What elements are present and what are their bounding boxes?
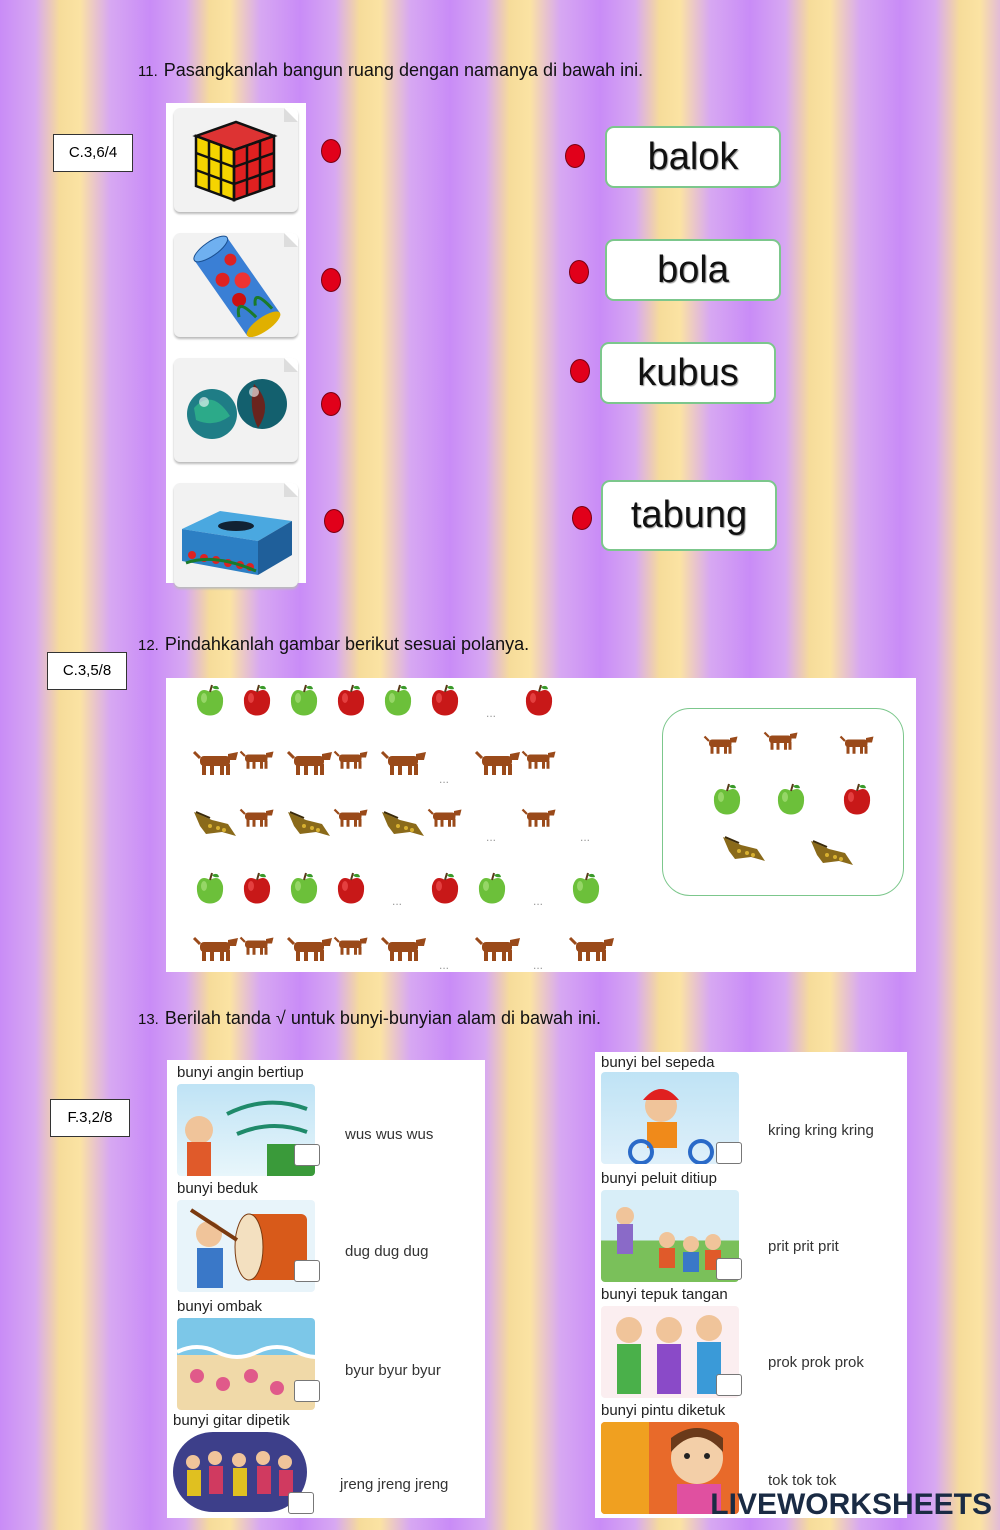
checkbox-whistle[interactable]	[716, 1258, 742, 1280]
green-apple-icon	[474, 870, 510, 911]
red-apple-icon	[333, 870, 369, 911]
draggable-croc-icon[interactable]	[809, 835, 855, 876]
liveworksheets-logo[interactable]: LIVEWORKSHEETS	[710, 1488, 992, 1521]
word-kubus[interactable]: kubus	[600, 342, 776, 404]
marbles-icon	[174, 358, 298, 462]
dog-big-icon	[192, 934, 240, 967]
q11-card-cylinder	[174, 233, 298, 337]
sound-label: bunyi peluit ditiup	[601, 1170, 717, 1187]
green-apple-icon	[192, 682, 228, 723]
dog-small-icon	[427, 806, 463, 833]
cylinder-can-icon	[174, 233, 298, 337]
dog-small-icon	[239, 934, 275, 961]
green-apple-icon	[380, 682, 416, 723]
dog-small-icon	[333, 748, 369, 775]
green-apple-icon	[192, 870, 228, 911]
dog-big-icon	[474, 748, 522, 781]
word-balok[interactable]: balok	[605, 126, 781, 188]
pattern-rows	[166, 678, 636, 972]
red-apple-icon	[239, 870, 275, 911]
sound-text: dug dug dug	[345, 1243, 429, 1260]
sound-text: prok prok prok	[768, 1354, 864, 1371]
pattern-blank-slot[interactable]: ...	[580, 830, 591, 844]
pattern-blank-slot[interactable]: ...	[533, 958, 544, 972]
sound-label: bunyi ombak	[177, 1298, 263, 1315]
checkbox-clap[interactable]	[716, 1374, 742, 1396]
left-dot-1[interactable]	[321, 139, 341, 163]
pattern-blank-slot[interactable]: ...	[486, 706, 497, 720]
sound-label: bunyi angin bertiup	[177, 1064, 304, 1081]
q13-title: 13. Berilah tanda √ untuk bunyi-bunyian alam di bawah ini.	[138, 1008, 602, 1028]
left-dot-2[interactable]	[321, 268, 341, 292]
q13-code: F.3,2/8	[50, 1099, 130, 1137]
guitar-icon	[173, 1432, 307, 1512]
checkbox-guitar[interactable]	[288, 1492, 314, 1514]
q12-pattern-panel	[166, 678, 916, 972]
right-dot-1[interactable]	[565, 144, 585, 168]
draggable-green-apple-icon[interactable]	[773, 781, 809, 822]
red-apple-icon	[333, 682, 369, 723]
dog-small-icon	[239, 806, 275, 833]
sound-text: kring kring kring	[768, 1122, 874, 1139]
right-dot-4[interactable]	[572, 506, 592, 530]
dog-small-icon	[333, 934, 369, 961]
draggable-dog-small-icon[interactable]	[839, 733, 875, 760]
checkbox-wind[interactable]	[294, 1144, 320, 1166]
sound-text: tok tok tok	[768, 1472, 837, 1489]
rubik-cube-icon	[174, 108, 298, 212]
q11-title: 11. Pasangkanlah bangun ruang dengan namanya di bawah ini.	[138, 60, 644, 80]
green-apple-icon	[286, 870, 322, 911]
q12-code: C.3,5/8	[47, 652, 127, 690]
checkbox-drum[interactable]	[294, 1260, 320, 1282]
q11-card-box	[174, 483, 298, 587]
dog-big-icon	[286, 748, 334, 781]
sound-label: bunyi beduk	[177, 1180, 258, 1197]
word-bola[interactable]: bola	[605, 239, 781, 301]
dog-big-icon	[568, 934, 616, 967]
checkbox-bell[interactable]	[716, 1142, 742, 1164]
pattern-blank-slot[interactable]: ...	[486, 830, 497, 844]
guitar-picture	[173, 1432, 307, 1512]
dog-small-icon	[521, 748, 557, 775]
draggable-dog-small-icon[interactable]	[703, 733, 739, 760]
pattern-blank-slot[interactable]: ...	[439, 958, 450, 972]
draggable-dog-small-icon[interactable]	[763, 729, 799, 756]
q11-card-marbles	[174, 358, 298, 462]
q12-title: 12. Pindahkanlah gambar berikut sesuai polanya.	[138, 634, 530, 654]
q13-left-panel	[167, 1060, 485, 1518]
checkbox-wave[interactable]	[294, 1380, 320, 1402]
green-apple-icon	[286, 682, 322, 723]
draggable-croc-icon[interactable]	[721, 831, 767, 872]
sound-label: bunyi tepuk tangan	[601, 1286, 728, 1303]
sound-text: jreng jreng jreng	[340, 1476, 449, 1493]
dog-big-icon	[192, 748, 240, 781]
q11-code: C.3,6/4	[53, 134, 133, 172]
croc-icon	[380, 806, 426, 847]
dog-big-icon	[380, 934, 428, 967]
red-apple-icon	[239, 682, 275, 723]
word-tabung[interactable]: tabung	[601, 480, 777, 551]
pattern-blank-slot[interactable]: ...	[533, 894, 544, 908]
sound-text: prit prit prit	[768, 1238, 839, 1255]
sound-label: bunyi pintu diketuk	[601, 1402, 726, 1419]
dog-big-icon	[286, 934, 334, 967]
dog-big-icon	[380, 748, 428, 781]
dog-small-icon	[521, 806, 557, 833]
draggable-red-apple-icon[interactable]	[839, 781, 875, 822]
right-dot-3[interactable]	[570, 359, 590, 383]
left-dot-3[interactable]	[321, 392, 341, 416]
croc-icon	[286, 806, 332, 847]
sound-label: bunyi gitar dipetik	[173, 1412, 290, 1429]
red-apple-icon	[521, 682, 557, 723]
red-apple-icon	[427, 870, 463, 911]
draggable-green-apple-icon[interactable]	[709, 781, 745, 822]
left-dot-4[interactable]	[324, 509, 344, 533]
dog-small-icon	[333, 806, 369, 833]
right-dot-2[interactable]	[569, 260, 589, 284]
dog-small-icon	[239, 748, 275, 775]
sound-label: bunyi bel sepeda	[601, 1054, 715, 1071]
q11-image-column	[166, 103, 306, 583]
q12-options-box	[662, 708, 904, 896]
q11-card-cube	[174, 108, 298, 212]
sound-text: byur byur byur	[345, 1362, 441, 1379]
pattern-blank-slot[interactable]: ...	[439, 772, 450, 786]
sound-text: wus wus wus	[345, 1126, 434, 1143]
dog-big-icon	[474, 934, 522, 967]
q13-right-panel	[595, 1052, 907, 1518]
croc-icon	[192, 806, 238, 847]
green-apple-icon	[568, 870, 604, 911]
pattern-blank-slot[interactable]: ...	[392, 894, 403, 908]
red-apple-icon	[427, 682, 463, 723]
tissue-box-icon	[174, 483, 298, 587]
